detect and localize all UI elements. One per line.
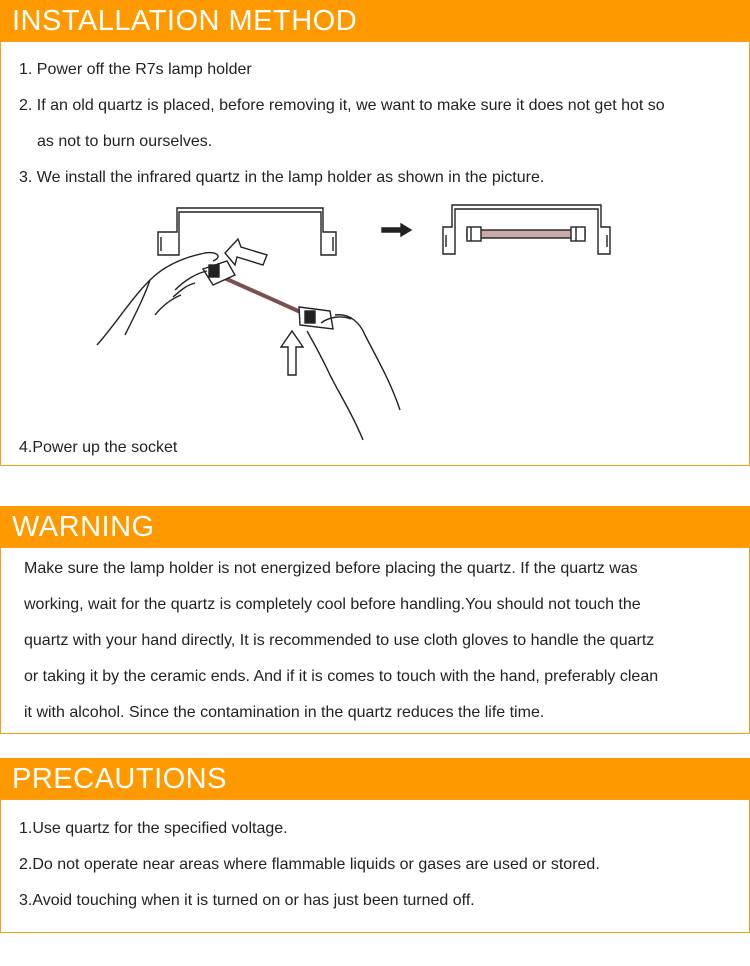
left-hand bbox=[97, 253, 218, 345]
warning-line-2: working, wait for the quartz is completely cool before handling.You should not touch the bbox=[24, 596, 641, 613]
warning-line-4: or taking it by the ceramic ends. And if it is comes to touch with the hand, preferably clean bbox=[24, 668, 659, 685]
precautions-box bbox=[0, 799, 750, 933]
warning-header bbox=[0, 506, 750, 548]
install-step-4: 4.Power up the socket bbox=[19, 439, 178, 456]
installation-header bbox=[0, 0, 750, 42]
arrow-left-outline-icon bbox=[225, 239, 267, 265]
warning-line-3: quartz with your hand directly, It is recommended to use cloth gloves to handle the quartz bbox=[24, 632, 655, 649]
precaution-item-3: 3.Avoid touching when it is turned on or has just been turned off. bbox=[19, 892, 475, 909]
warning-title: WARNING bbox=[12, 511, 155, 543]
warning-line-5: it with alcohol. Since the contamination in the quartz reduces the life time. bbox=[24, 704, 545, 721]
install-step-2-cont: as not to burn ourselves. bbox=[37, 133, 213, 150]
warning-line-1: Make sure the lamp holder is not energized before placing the quartz. If the quartz was bbox=[24, 560, 638, 577]
installation-illustration bbox=[95, 195, 620, 445]
arrow-up-outline-icon bbox=[281, 331, 303, 375]
right-hand bbox=[307, 315, 400, 440]
precaution-item-2: 2.Do not operate near areas where flammable liquids or gases are used or stored. bbox=[19, 856, 600, 873]
arrow-right-icon bbox=[382, 224, 411, 236]
lamp-holder-right bbox=[443, 205, 610, 254]
install-step-3: 3. We install the infrared quartz in the lamp holder as shown in the picture. bbox=[19, 169, 545, 186]
precaution-item-1: 1.Use quartz for the specified voltage. bbox=[19, 820, 288, 837]
precautions-header bbox=[0, 758, 750, 800]
installation-title: INSTALLATION METHOD bbox=[12, 5, 358, 37]
install-step-1: 1. Power off the R7s lamp holder bbox=[19, 61, 252, 78]
warning-box bbox=[0, 547, 750, 734]
lamp-holder-left bbox=[158, 208, 336, 255]
install-step-2: 2. If an old quartz is placed, before removing it, we want to make sure it does not get hot so bbox=[19, 97, 665, 114]
precautions-title: PRECAUTIONS bbox=[12, 763, 227, 795]
quartz-tube bbox=[203, 261, 333, 329]
